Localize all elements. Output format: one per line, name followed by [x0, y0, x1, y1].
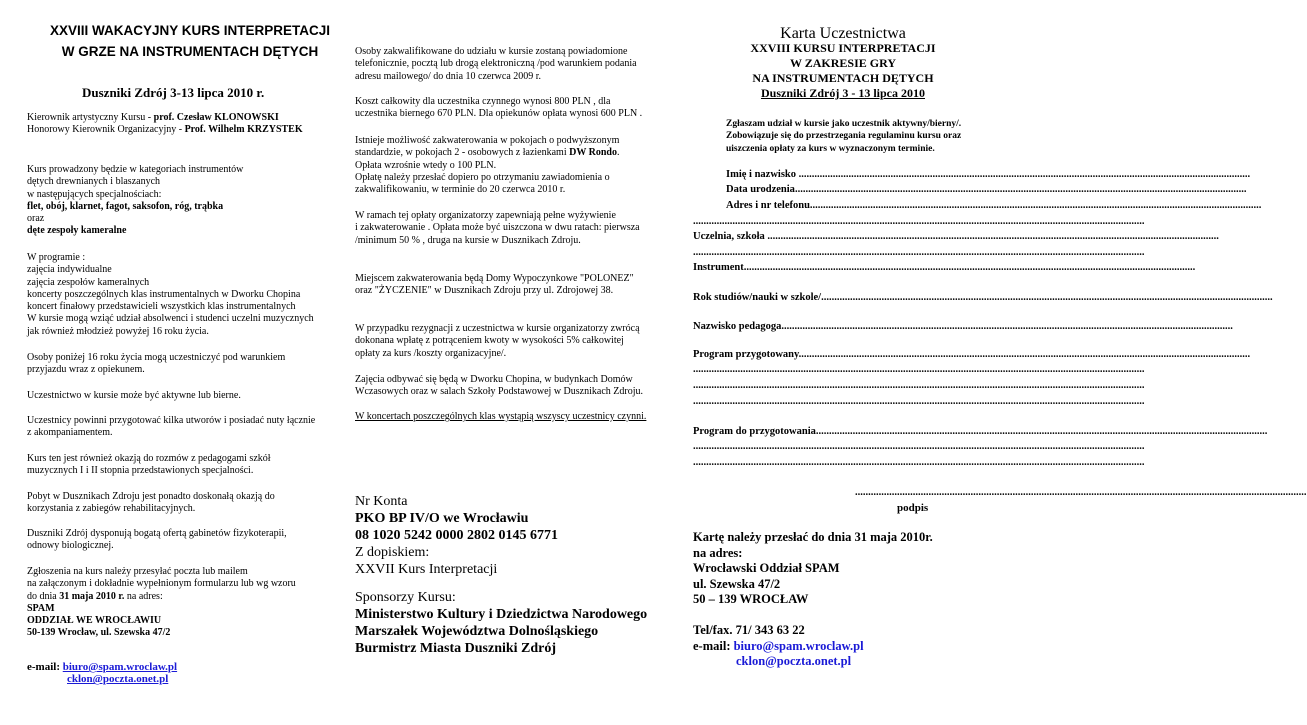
stay-note: Pobyt w Dusznikach Zdroju jest ponadto doskonałą okazją do korzystania z zabiegów rehabilitacyjnych. [27, 491, 275, 515]
pieces-note: Uczestnicy powinni przygotować kilka utworów i posiadać nuty łącznie z akompaniamentem. [27, 415, 316, 439]
course-title-line1: XXVIII WAKACYJNY KURS INTERPRETACJI [49, 23, 331, 38]
refund-note: W przypadku rezygnacji z uczestnictwa w kursie organizatorzy zwrócą dokonana wpłatę z potrąceniem kwoty w wysokości 5% całkowitej opłaty za kurs /koszty organizacyjne/. [355, 323, 640, 359]
form-email-biuro[interactable]: biuro@spam.wroclaw.pl [733, 638, 864, 653]
email-link-biuro[interactable]: biuro@spam.wroclaw.pl [62, 661, 178, 673]
contact-emails: e-mail: biuro@spam.wroclaw.pl cklon@poczta.onet.pl [27, 661, 178, 686]
lodging-note: Miejscem zakwaterowania będą Domy Wypoczynkowe "POLONEZ" oraz "ŻYCZENIE" w Dusznikach Zdroju przy ul. Zdrojowej 38. [355, 273, 634, 297]
concerts-note: W koncertach poszczególnych klas wystąpią wszyscy uczestnicy czynni. [355, 411, 647, 422]
participation-note: Uczestnictwo w kursie może być aktywne lub bierne. [27, 390, 241, 401]
physio-note: Duszniki Zdrój dysponują bogatą ofertą gabinetów fizykoterapii, odnowy biologicznej. [27, 528, 287, 552]
application-note: Zgłoszenia na kurs należy przesyłać poczta lub mailem na załączonym i dokładnie wypełnionym formularzu lub wg wzoru do dnia 31 maja 2010 r. na adres: SPAM ODDZIAŁ WE WROCŁAWIU 50-139 Wrocław, ul. Szewska 47/2 [27, 566, 296, 639]
course-title [35, 20, 345, 62]
program-prepared-line-2[interactable]: ............................................................................................................................................................................ [693, 364, 1145, 375]
age-note: Osoby poniżej 16 roku życia mogą uczestniczyć pod warunkiem przyjazdu wraz z opiekunem. [27, 352, 286, 376]
teacher-field[interactable]: Nazwisko pedagoga............................................................................................................................................................................ [693, 321, 1233, 332]
qualification-note: Osoby zakwalifikowane do udziału w kursie zostaną powiadomione telefonicznie, pocztą lub drogą elektroniczną /pod warunkiem podania adresu mailowego/ do dnia 10 czerwca 2009 r. [355, 46, 637, 82]
course-place-date: Duszniki Zdrój 3-13 lipca 2010 r. [82, 85, 265, 100]
bank-account: Nr Konta PKO BP IV/O we Wrocławiu 08 1020 5242 0000 2802 0145 6771 Z dopiskiem: XXVII Kurs Interpretacji [355, 493, 680, 578]
talks-note: Kurs ten jest również okazją do rozmów z pedagogami szkół muzycznych I i II stopnia przedstawionych specjalności. [27, 453, 271, 477]
address-phone-field[interactable]: Adres i nr telefonu............................................................................................................................................................................ [726, 200, 1262, 211]
study-year-field[interactable]: Rok studiów/nauki w szkole/............................................................................................................................................................................ [693, 292, 1273, 303]
dob-field[interactable]: Data urodzenia............................................................................................................................................................................ [726, 184, 1247, 195]
program: W programie : zajęcia indywidualne zajęcia zespołów kameralnych koncerty poszczególnych klas instrumentalnych w Dworku Chopina koncert finałowy przedstawicieli wszystkich klas instrumentalnych W kursie mogą wziąć udział absolwenci i studenci uczelni muzycznych jak również młodzież powyżej 16 roku życia. [27, 252, 314, 337]
signature-label: podpis [897, 502, 929, 514]
categories: Kurs prowadzony będzie w kategoriach instrumentów dętych drewnianych i blaszanych w następujących specjalnościach: flet, obój, klarnet, fagot, saksofon, róg, trąbka oraz dęte zespoły kameralne [27, 164, 345, 238]
signature-line[interactable]: ............................................................................................................................................................................ [855, 487, 1307, 498]
room-note: Istnieje możliwość zakwaterowania w pokojach o podwyższonym standardzie, w pokojach 2 - osobowych z łazienkami DW Rondo. Opłata wzrośnie wtedy o 100 PLN. Opłatę należy przesłać dopiero po otrzymaniu zawiadomienia o zakwalifikowaniu, w terminie do 20 czerwca 2010 r. [355, 135, 620, 196]
school-line-2[interactable]: ............................................................................................................................................................................ [693, 247, 1145, 258]
board-note: W ramach tej opłaty organizatorzy zapewniają pełne wyżywienie i zakwaterowanie . Opłata może być uiszczona w dwu ratach: pierwsza /minimum 50 % , druga na kursie w Dusznikach Zdroju. [355, 210, 640, 246]
form-email-cklon[interactable]: cklon@poczta.onet.pl [736, 654, 852, 668]
program-prepared-line-4[interactable]: ............................................................................................................................................................................ [693, 396, 1145, 407]
honorary-name: Prof. Wilhelm KRZYSTEK [184, 124, 303, 136]
form-contact: Tel/fax. 71/ 343 63 22 e-mail: biuro@spam.wroclaw.pl cklon@poczta.onet.pl [693, 623, 864, 668]
declaration: Zgłaszam udział w kursie jako uczestnik aktywny/bierny/. Zobowiązuje się do przestrzegania regulaminu kursu oraz uiszczenia opłaty za kurs w wyznaczonym terminie. [726, 119, 962, 154]
form-title: Karta Uczestnictwa [780, 25, 906, 42]
address-line-2[interactable]: ............................................................................................................................................................................ [693, 216, 1145, 227]
program-to-prepare-line-3[interactable]: ............................................................................................................................................................................ [693, 457, 1145, 468]
instrument-field[interactable]: Instrument............................................................................................................................................................................ [693, 262, 1196, 273]
venue-note: Zajęcia odbywać się będą w Dworku Chopina, w budynkach Domów Wczasowych oraz w salach Szkoły Podstawowej w Dusznikach Zdroju. [355, 374, 643, 398]
course-title-line2: W GRZE NA INSTRUMENTACH DĘTYCH [61, 44, 319, 59]
program-to-prepare-line-2[interactable]: ............................................................................................................................................................................ [693, 441, 1145, 452]
directors: Kierownik artystyczny Kursu - prof. Czesław KLONOWSKI Honorowy Kierownik Organizacyjny - Prof. Wilhelm KRZYSTEK [27, 112, 303, 136]
school-field[interactable]: Uczelnia, szkoła ............................................................................................................................................................................ [693, 231, 1219, 242]
program-prepared-field[interactable]: Program przygotowany............................................................................................................................................................................ [693, 349, 1251, 360]
name-field[interactable]: Imię i nazwisko ............................................................................................................................................................................ [726, 169, 1251, 180]
program-prepared-line-3[interactable]: ............................................................................................................................................................................ [693, 380, 1145, 391]
account-number: 08 1020 5242 0000 2802 0145 6771 [355, 528, 558, 543]
instrument-list: flet, obój, klarnet, fagot, saksofon, róg, trąbka [27, 200, 224, 212]
email-link-cklon[interactable]: cklon@poczta.onet.pl [67, 673, 169, 686]
director-name: prof. Czesław KLONOWSKI [153, 112, 279, 123]
sponsors: Sponsorzy Kursu: Ministerstwo Kultury i Dziedzictwa Narodowego Marszałek Województwa Dolnośląskiego Burmistrz Miasta Duszniki Zdrój [355, 590, 648, 656]
program-to-prepare-field[interactable]: Program do przygotowania............................................................................................................................................................................ [693, 426, 1268, 437]
form-subtitle: XXVIII KURSU INTERPRETACJI W ZAKRESIE GRY NA INSTRUMENTACH DĘTYCH Duszniki Zdrój 3 - 13 lipca 2010 [750, 41, 936, 100]
send-instructions: Kartę należy przesłać do dnia 31 maja 2010r. na adres: Wrocławski Oddział SPAM ul. Szewska 47/2 50 – 139 WROCŁAW [693, 530, 933, 606]
cost-note: Koszt całkowity dla uczestnika czynnego wynosi 800 PLN , dla uczestnika biernego 670 PLN. Dla opiekunów opłata wynosi 600 PLN . [355, 96, 643, 120]
